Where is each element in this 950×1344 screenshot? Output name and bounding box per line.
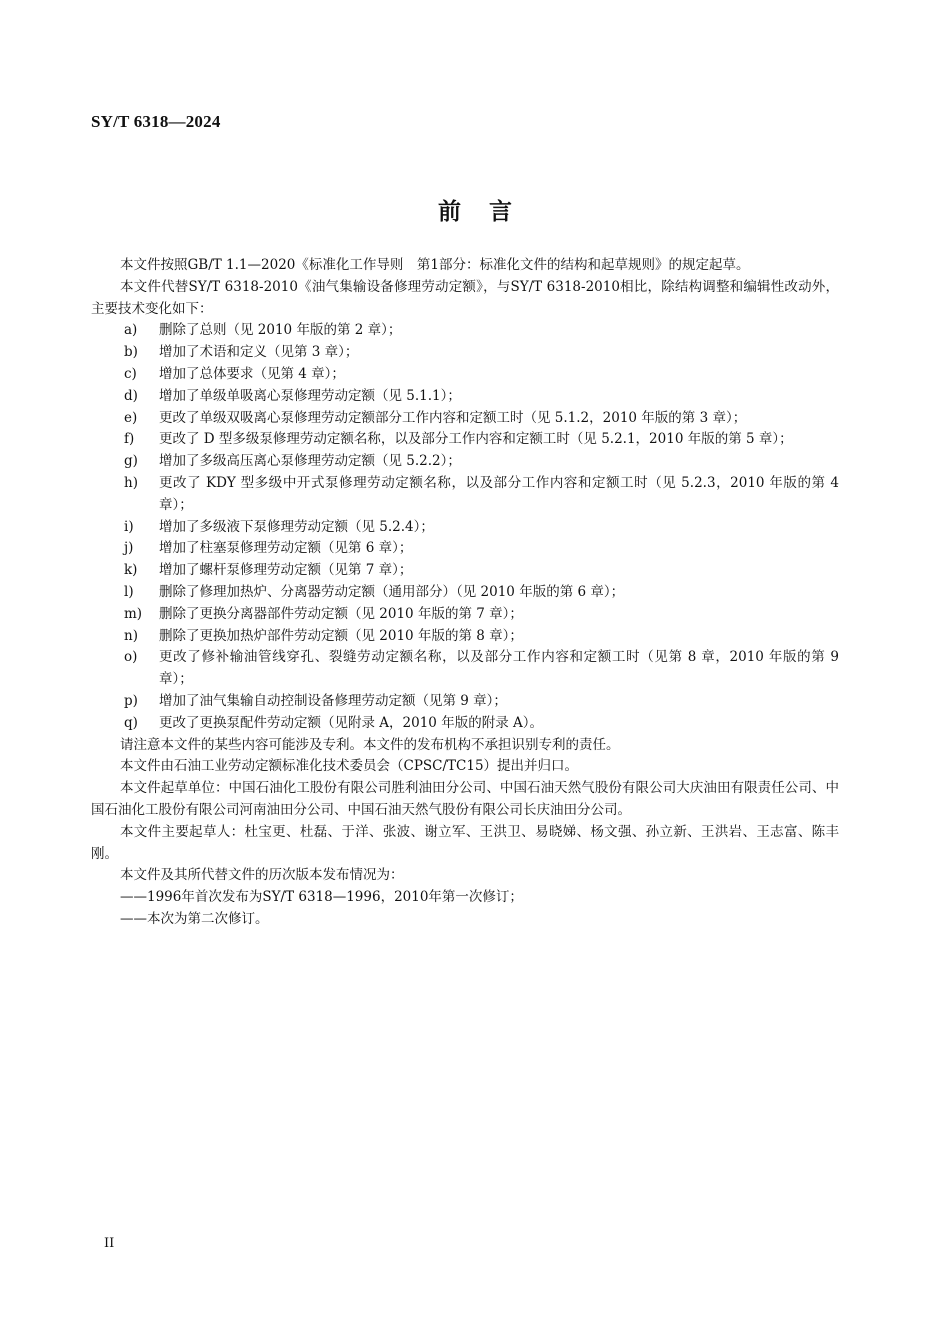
page-number: II bbox=[104, 1236, 115, 1251]
list-item-text: 删除了更换分离器部件劳动定额（见 2010 年版的第 7 章）； bbox=[159, 605, 523, 622]
list-marker: k) bbox=[124, 562, 138, 579]
patent-notice: 请注意本文件的某些内容可能涉及专利。本文件的发布机构不承担识别专利的责任。 bbox=[120, 736, 620, 753]
list-item-text: 删除了更换加热炉部件劳动定额（见 2010 年版的第 8 章）； bbox=[159, 627, 523, 644]
intro-paragraph: 本文件代替SY/T 6318-2010《油气集输设备修理劳动定额》，与SY/T 6318-2010相比，除结构调整和编辑性改动外，主要技术变化如下： bbox=[91, 278, 839, 317]
list-item bbox=[91, 517, 839, 539]
list-item bbox=[91, 647, 839, 691]
list-item-text: 更改了单级双吸离心泵修理劳动定额部分工作内容和定额工时（见 5.1.2，2010 年版的第 3 章）； bbox=[159, 409, 747, 426]
list-marker: o) bbox=[124, 649, 138, 666]
changes-list bbox=[91, 320, 839, 734]
list-item bbox=[91, 713, 839, 735]
standard-number: SY/T 6318—2024 bbox=[91, 112, 221, 131]
list-marker: c) bbox=[124, 365, 137, 382]
list-item bbox=[91, 560, 839, 582]
list-marker: a) bbox=[124, 322, 138, 339]
list-item bbox=[91, 538, 839, 560]
list-item-text: 增加了螺杆泵修理劳动定额（见第 7 章）； bbox=[159, 562, 413, 579]
list-item-text: 增加了柱塞泵修理劳动定额（见第 6 章）； bbox=[159, 540, 413, 557]
list-item-text: 更改了 D 型多级泵修理劳动定额名称，以及部分工作内容和定额工时（见 5.2.1，2010 年版的第 5 章）； bbox=[159, 431, 793, 448]
list-marker: i) bbox=[124, 518, 134, 535]
history-intro: 本文件及其所代替文件的历次版本发布情况为： bbox=[120, 867, 404, 884]
list-marker: j) bbox=[124, 540, 134, 557]
list-item bbox=[91, 626, 839, 648]
list-item bbox=[91, 451, 839, 473]
foreword-body bbox=[91, 255, 839, 931]
list-marker: n) bbox=[124, 627, 138, 644]
list-item-text: 增加了单级单吸离心泵修理劳动定额（见 5.1.1）； bbox=[159, 387, 461, 404]
drafters: 本文件主要起草人：杜宝更、杜磊、于洋、张波、谢立军、王洪卫、易晓娣、杨文强、孙立新、王洪岩、王志富、陈丰刚。 bbox=[91, 823, 839, 862]
list-marker: m) bbox=[124, 605, 143, 622]
drafting-units: 本文件起草单位：中国石油化工股份有限公司胜利油田分公司、中国石油天然气股份有限公司大庆油田有限责任公司、中国石油化工股份有限公司河南油田分公司、中国石油天然气股份有限公司长庆油田分公司。 bbox=[91, 780, 839, 818]
list-item-text: 更改了修补输油管线穿孔、裂缝劳动定额名称，以及部分工作内容和定额工时（见第 8 章，2010 年版的第 9 章）； bbox=[159, 649, 839, 688]
list-item bbox=[91, 364, 839, 386]
list-marker: l) bbox=[124, 583, 134, 600]
list-marker: e) bbox=[124, 409, 138, 426]
list-item-text: 更改了更换泵配件劳动定额（见附录 A，2010 年版的附录 A）。 bbox=[159, 714, 543, 731]
list-marker: q) bbox=[124, 714, 138, 731]
list-item-text: 删除了修理加热炉、分离器劳动定额（通用部分）（见 2010 年版的第 6 章）； bbox=[159, 583, 625, 600]
list-item bbox=[91, 386, 839, 408]
list-item bbox=[91, 342, 839, 364]
list-marker: h) bbox=[124, 474, 138, 491]
intro-paragraph: 本文件按照GB/T 1.1—2020《标准化工作导则 第1部分：标准化文件的结构和起草规则》的规定起草。 bbox=[120, 257, 750, 273]
list-item-text: 更改了 KDY 型多级中开式泵修理劳动定额名称，以及部分工作内容和定额工时（见 5.2.3，2010 年版的第 4 章）； bbox=[159, 474, 839, 513]
list-item-text: 删除了总则（见 2010 年版的第 2 章）； bbox=[159, 322, 402, 339]
history-item: ——1996年首次发布为SY/T 6318—1996，2010年第一次修订； bbox=[120, 889, 523, 906]
list-item-text: 增加了油气集输自动控制设备修理劳动定额（见第 9 章）； bbox=[159, 692, 507, 709]
list-marker: p) bbox=[124, 692, 138, 709]
list-item-text: 增加了多级液下泵修理劳动定额（见 5.2.4）； bbox=[159, 518, 434, 535]
list-item-text: 增加了总体要求（见第 4 章）； bbox=[159, 365, 345, 382]
list-marker: f) bbox=[124, 431, 135, 448]
history-item: ——本次为第二次修订。 bbox=[120, 910, 269, 927]
list-marker: g) bbox=[124, 453, 138, 470]
proposer-statement: 本文件由石油工业劳动定额标准化技术委员会（CPSC/TC15）提出并归口。 bbox=[120, 758, 579, 775]
list-item bbox=[91, 320, 839, 342]
list-marker: b) bbox=[124, 344, 138, 361]
list-item bbox=[91, 408, 839, 430]
list-item-text: 增加了术语和定义（见第 3 章）； bbox=[159, 344, 359, 361]
list-item bbox=[91, 473, 839, 517]
list-item bbox=[91, 429, 839, 451]
page-title: 前言 bbox=[438, 198, 540, 225]
list-item bbox=[91, 604, 839, 626]
list-item-text: 增加了多级高压离心泵修理劳动定额（见 5.2.2）； bbox=[159, 453, 461, 470]
list-item bbox=[91, 691, 839, 713]
list-marker: d) bbox=[124, 387, 138, 404]
list-item bbox=[91, 582, 839, 604]
